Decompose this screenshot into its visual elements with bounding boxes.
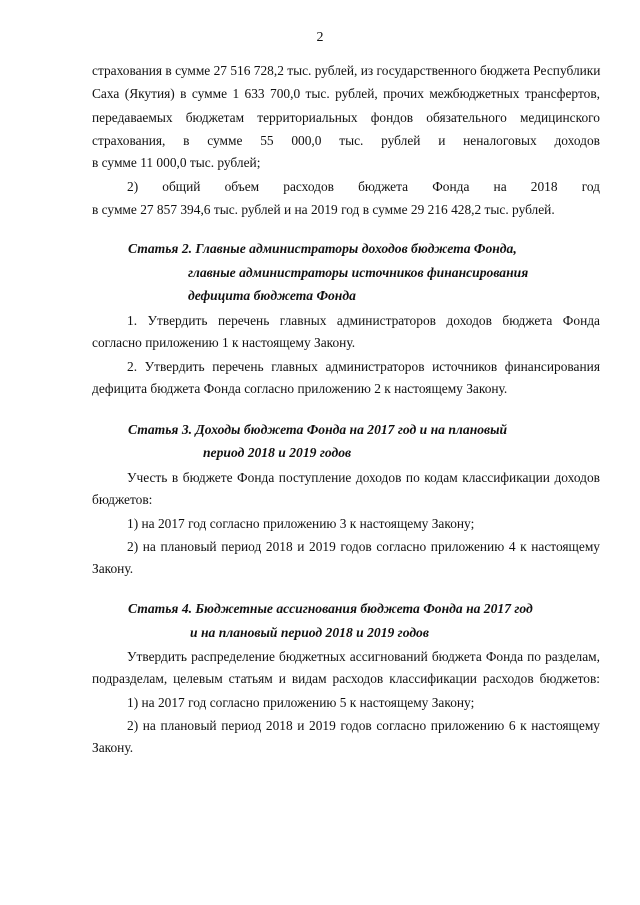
article2-line-2: согласно приложению 1 к настоящему Закону. bbox=[92, 335, 356, 350]
article4-heading-line-1: Статья 4. Бюджетные ассигнования бюджета Фонда на 2017 год bbox=[128, 601, 533, 616]
article2-line-4: дефицита бюджета Фонда согласно приложению 2 к настоящему Закону. bbox=[92, 381, 508, 396]
article3-line-1: Учесть в бюджете Фонда поступление доходов по кодам классификации доходов bbox=[127, 470, 600, 485]
article4-line-1: Утвердить распределение бюджетных ассигнований бюджета Фонда по разделам, bbox=[127, 649, 600, 664]
page-number: 2 bbox=[316, 30, 324, 45]
article2-heading-line-3: дефицита бюджета Фонда bbox=[188, 288, 356, 303]
article4-line-5: Закону. bbox=[92, 740, 134, 755]
intro-line-6: 2) общий объем расходов бюджета Фонда на 2018 год bbox=[127, 179, 600, 194]
article4-heading-line-2: и на плановый период 2018 и 2019 годов bbox=[190, 625, 429, 640]
article4-line-4: 2) на плановый период 2018 и 2019 годов согласно приложению 6 к настоящему bbox=[127, 718, 600, 733]
article3-line-3: 1) на 2017 год согласно приложению 3 к настоящему Закону; bbox=[127, 516, 475, 531]
article2-heading-line-2: главные администраторы источников финансирования bbox=[188, 265, 529, 280]
article2-line-3: 2. Утвердить перечень главных администраторов источников финансирования bbox=[127, 359, 600, 374]
intro-line-4: страхования, в сумме 55 000,0 тыс. рублей и неналоговых доходов bbox=[92, 133, 600, 148]
intro-line-2: Саха (Якутия) в сумме 1 633 700,0 тыс. рублей, прочих межбюджетных трансфертов, bbox=[92, 86, 600, 101]
article2-heading-line-1: Статья 2. Главные администраторы доходов бюджета Фонда, bbox=[128, 241, 517, 256]
article4-line-3: 1) на 2017 год согласно приложению 5 к настоящему Закону; bbox=[127, 695, 475, 710]
intro-line-3: передаваемых бюджетам территориальных фондов обязательного медицинского bbox=[92, 110, 600, 125]
article4-line-2: подразделам, целевым статьям и видам расходов классификации расходов бюджетов: bbox=[92, 671, 600, 686]
article3-line-2: бюджетов: bbox=[92, 492, 153, 507]
article3-line-4: 2) на плановый период 2018 и 2019 годов согласно приложению 4 к настоящему bbox=[127, 539, 600, 554]
article3-heading-line-1: Статья 3. Доходы бюджета Фонда на 2017 год и на плановый bbox=[128, 422, 508, 437]
intro-line-7: в сумме 27 857 394,6 тыс. рублей и на 2019 год в сумме 29 216 428,2 тыс. рублей. bbox=[92, 202, 555, 217]
intro-line-5: в сумме 11 000,0 тыс. рублей; bbox=[92, 155, 261, 170]
article3-heading-line-2: период 2018 и 2019 годов bbox=[203, 445, 352, 460]
article2-line-1: 1. Утвердить перечень главных администраторов доходов бюджета Фонда bbox=[127, 313, 600, 328]
intro-line-1: страхования в сумме 27 516 728,2 тыс. рублей, из государственного бюджета Республики bbox=[92, 63, 601, 78]
article3-line-5: Закону. bbox=[92, 561, 134, 576]
